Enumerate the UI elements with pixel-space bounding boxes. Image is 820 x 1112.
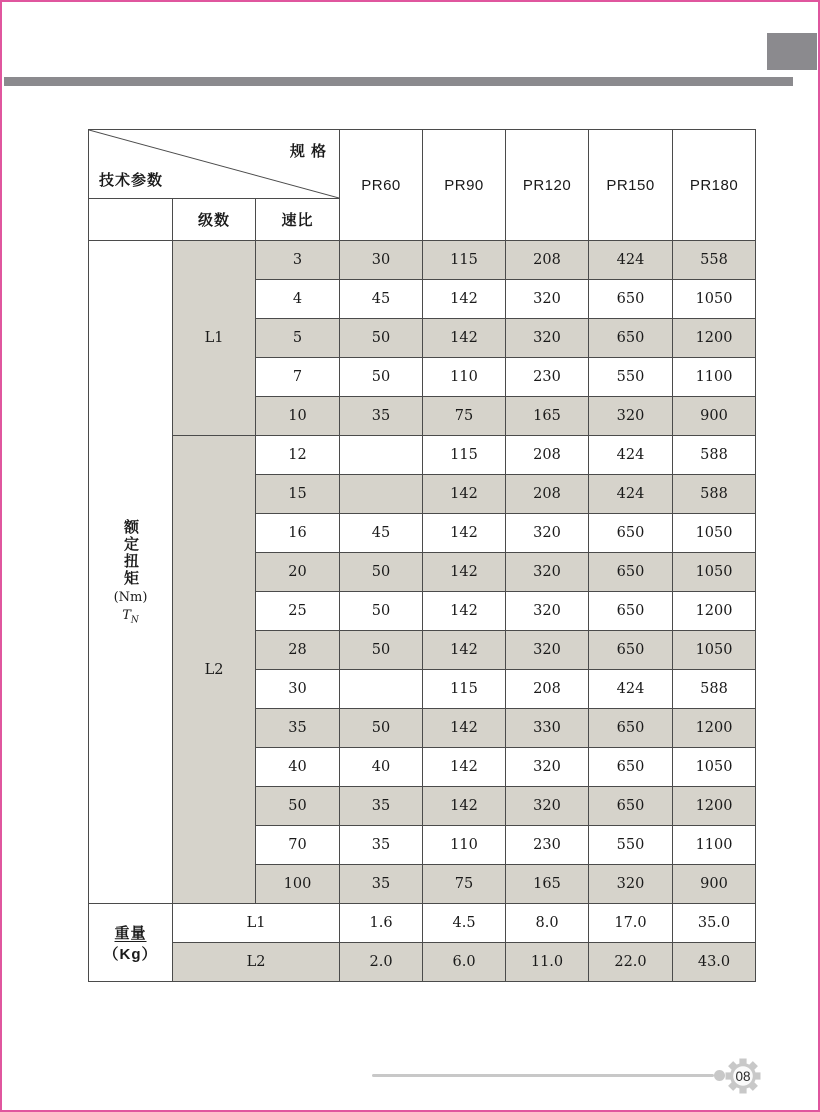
ratio-header: 速比 — [256, 199, 340, 241]
ratio-cell: 100 — [256, 865, 340, 904]
torque-value-cell — [340, 475, 423, 514]
torque-value-cell: 142 — [423, 475, 506, 514]
torque-value-cell: 115 — [423, 670, 506, 709]
weight-value-cell: 43.0 — [673, 943, 756, 982]
ratio-cell: 3 — [256, 241, 340, 280]
torque-value-cell: 142 — [423, 514, 506, 553]
ratio-cell: 30 — [256, 670, 340, 709]
torque-value-cell: 165 — [506, 865, 589, 904]
torque-value-cell: 320 — [506, 319, 589, 358]
torque-value-cell: 650 — [589, 514, 673, 553]
torque-value-cell: 650 — [589, 592, 673, 631]
torque-value-cell: 650 — [589, 748, 673, 787]
torque-value-cell: 650 — [589, 787, 673, 826]
torque-value-cell: 650 — [589, 319, 673, 358]
stages-header: 级数 — [173, 199, 256, 241]
torque-value-cell: 35 — [340, 826, 423, 865]
torque-value-cell: 35 — [340, 865, 423, 904]
torque-value-cell: 424 — [589, 436, 673, 475]
weight-label-unit: （Kg） — [103, 945, 158, 963]
torque-value-cell: 320 — [589, 397, 673, 436]
torque-value-cell: 1200 — [673, 787, 756, 826]
ratio-cell: 25 — [256, 592, 340, 631]
torque-label-unit: (Nm) — [113, 589, 148, 605]
torque-value-cell: 650 — [589, 709, 673, 748]
weight-value-cell: 22.0 — [589, 943, 673, 982]
torque-value-cell: 320 — [506, 514, 589, 553]
top-right-decor-square — [767, 33, 817, 70]
gear-icon — [724, 1057, 762, 1095]
header-divider-bar — [4, 77, 793, 86]
corner-label-spec: 规 格 — [289, 143, 328, 160]
torque-value-cell: 550 — [589, 358, 673, 397]
torque-value-cell: 142 — [423, 787, 506, 826]
torque-value-cell: 230 — [506, 358, 589, 397]
stage-group-label: L2 — [173, 436, 256, 904]
weight-row — [89, 943, 756, 982]
model-header-pr60: PR60 — [340, 130, 423, 241]
torque-value-cell: 208 — [506, 475, 589, 514]
torque-value-cell: 650 — [589, 553, 673, 592]
spec-table — [88, 129, 756, 982]
torque-value-cell: 50 — [340, 592, 423, 631]
torque-value-cell: 142 — [423, 631, 506, 670]
weight-value-cell: 35.0 — [673, 904, 756, 943]
ratio-cell: 20 — [256, 553, 340, 592]
page-number: 08 — [735, 1068, 751, 1084]
table-body — [89, 241, 756, 982]
torque-value-cell: 35 — [340, 787, 423, 826]
torque-label — [89, 519, 172, 626]
torque-value-cell: 35 — [340, 397, 423, 436]
torque-row-label-cell — [89, 241, 173, 904]
weight-value-cell: 4.5 — [423, 904, 506, 943]
torque-value-cell: 588 — [673, 475, 756, 514]
torque-value-cell: 40 — [340, 748, 423, 787]
footer-rule-line — [372, 1074, 714, 1077]
torque-value-cell: 588 — [673, 436, 756, 475]
ratio-cell: 70 — [256, 826, 340, 865]
stage-group-label: L1 — [173, 241, 256, 436]
torque-value-cell: 208 — [506, 436, 589, 475]
ratio-cell: 12 — [256, 436, 340, 475]
ratio-cell: 35 — [256, 709, 340, 748]
ratio-cell: 40 — [256, 748, 340, 787]
torque-value-cell: 110 — [423, 358, 506, 397]
torque-value-cell: 1050 — [673, 631, 756, 670]
torque-value-cell: 208 — [506, 241, 589, 280]
model-header-pr90: PR90 — [423, 130, 506, 241]
weight-value-cell: 1.6 — [340, 904, 423, 943]
torque-value-cell: 1050 — [673, 514, 756, 553]
torque-value-cell: 45 — [340, 280, 423, 319]
torque-value-cell: 900 — [673, 865, 756, 904]
torque-value-cell: 1050 — [673, 280, 756, 319]
torque-value-cell: 50 — [340, 709, 423, 748]
torque-value-cell: 50 — [340, 358, 423, 397]
weight-value-cell: 17.0 — [589, 904, 673, 943]
ratio-cell: 4 — [256, 280, 340, 319]
model-header-pr180: PR180 — [673, 130, 756, 241]
torque-value-cell: 142 — [423, 592, 506, 631]
torque-value-cell: 142 — [423, 748, 506, 787]
torque-value-cell — [340, 436, 423, 475]
ratio-cell: 7 — [256, 358, 340, 397]
weight-row-label-cell — [89, 904, 173, 982]
torque-label-chars: 额定扭矩 — [122, 518, 139, 587]
torque-value-cell: 320 — [506, 592, 589, 631]
torque-value-cell: 1100 — [673, 826, 756, 865]
torque-value-cell: 320 — [506, 748, 589, 787]
torque-value-cell: 1200 — [673, 709, 756, 748]
torque-value-cell: 142 — [423, 319, 506, 358]
torque-value-cell: 115 — [423, 436, 506, 475]
torque-value-cell: 558 — [673, 241, 756, 280]
torque-value-cell: 142 — [423, 553, 506, 592]
torque-value-cell: 50 — [340, 631, 423, 670]
diagonal-header-cell — [89, 130, 340, 199]
torque-value-cell — [340, 670, 423, 709]
torque-value-cell: 320 — [589, 865, 673, 904]
weight-value-cell: 6.0 — [423, 943, 506, 982]
torque-value-cell: 230 — [506, 826, 589, 865]
data-row — [89, 436, 756, 475]
weight-stage-label: L1 — [173, 904, 340, 943]
torque-value-cell: 1200 — [673, 592, 756, 631]
data-row — [89, 241, 756, 280]
torque-value-cell: 424 — [589, 241, 673, 280]
torque-value-cell: 208 — [506, 670, 589, 709]
torque-value-cell: 900 — [673, 397, 756, 436]
torque-value-cell: 424 — [589, 475, 673, 514]
weight-stage-label: L2 — [173, 943, 340, 982]
weight-row — [89, 904, 756, 943]
torque-value-cell: 110 — [423, 826, 506, 865]
weight-value-cell: 11.0 — [506, 943, 589, 982]
header-row-1 — [89, 130, 756, 199]
torque-value-cell: 550 — [589, 826, 673, 865]
model-header-pr120: PR120 — [506, 130, 589, 241]
ratio-cell: 10 — [256, 397, 340, 436]
torque-value-cell: 142 — [423, 709, 506, 748]
torque-value-cell: 50 — [340, 553, 423, 592]
torque-value-cell: 320 — [506, 631, 589, 670]
torque-value-cell: 115 — [423, 241, 506, 280]
torque-value-cell: 75 — [423, 397, 506, 436]
torque-value-cell: 320 — [506, 553, 589, 592]
torque-value-cell: 330 — [506, 709, 589, 748]
torque-value-cell: 320 — [506, 280, 589, 319]
empty-header-cell — [89, 199, 173, 241]
torque-value-cell: 165 — [506, 397, 589, 436]
torque-label-symbol: $T_N$ — [122, 607, 139, 626]
torque-value-cell: 75 — [423, 865, 506, 904]
torque-value-cell: 1100 — [673, 358, 756, 397]
torque-value-cell: 1050 — [673, 748, 756, 787]
ratio-cell: 28 — [256, 631, 340, 670]
torque-value-cell: 1200 — [673, 319, 756, 358]
weight-label-main: 重量 — [114, 924, 147, 942]
torque-value-cell: 1050 — [673, 553, 756, 592]
weight-value-cell: 8.0 — [506, 904, 589, 943]
ratio-cell: 5 — [256, 319, 340, 358]
torque-value-cell: 320 — [506, 787, 589, 826]
torque-value-cell: 588 — [673, 670, 756, 709]
torque-value-cell: 650 — [589, 280, 673, 319]
corner-label-parameters: 技术参数 — [99, 172, 164, 189]
weight-value-cell: 2.0 — [340, 943, 423, 982]
ratio-cell: 50 — [256, 787, 340, 826]
torque-value-cell: 650 — [589, 631, 673, 670]
torque-value-cell: 142 — [423, 280, 506, 319]
torque-value-cell: 424 — [589, 670, 673, 709]
torque-value-cell: 50 — [340, 319, 423, 358]
ratio-cell: 15 — [256, 475, 340, 514]
ratio-cell: 16 — [256, 514, 340, 553]
torque-value-cell: 45 — [340, 514, 423, 553]
torque-value-cell: 30 — [340, 241, 423, 280]
model-header-pr150: PR150 — [589, 130, 673, 241]
